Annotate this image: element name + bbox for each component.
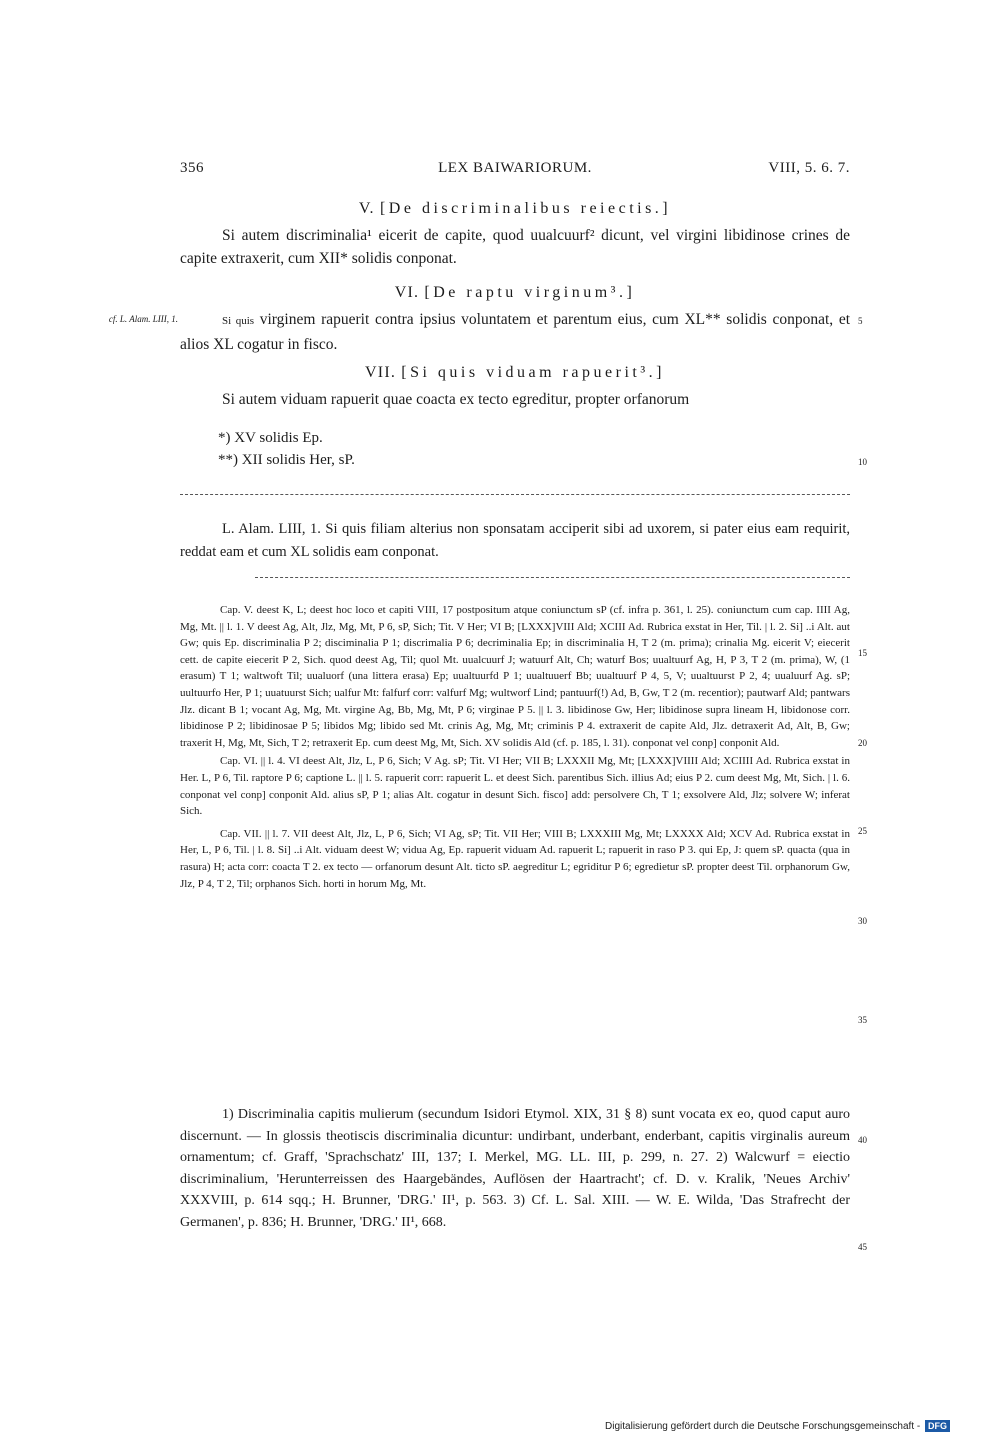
chapter-body-start: Si quis	[222, 315, 255, 327]
chapter-body: Si autem viduam rapuerit quae coacta ex tecto egreditur, propter orfanorum	[222, 391, 690, 408]
line-number: 5	[858, 316, 863, 326]
chapter-number: VII.	[365, 364, 397, 381]
chapter-text-vii	[180, 388, 850, 411]
margin-note: cf. L. Alam. LIII, 1.	[108, 314, 178, 324]
chapter-rubric: [Si quis viduam rapuerit³.]	[401, 364, 665, 381]
chapter-text-vi	[180, 308, 850, 356]
parallel-text	[180, 518, 850, 564]
chapter-text-v	[180, 224, 850, 270]
running-header	[180, 160, 850, 184]
divider	[180, 494, 850, 496]
dfg-logo: DFG	[925, 1420, 950, 1432]
section-reference: VIII, 5. 6. 7.	[768, 160, 850, 176]
line-number: 40	[858, 1135, 867, 1145]
line-number: 10	[858, 457, 867, 467]
digitization-credit	[605, 1420, 950, 1432]
chapter-number: VI.	[394, 284, 420, 301]
note-paragraph: 1) Discriminalia capitis mulierum (secundum Isidori Etymol. XIX, 31 § 8) sunt vocata ex eo, quod caput auro discernunt. — In glossis theotiscis discriminalia dicuntur: undirbant, underbant, enderbant, capitis virginalis aureum ornamentum; cf. Graff, 'Sprachschatz' III, 137; I. Merkel, MG. LL. III, p. 299, n. 27. 2) Walcwurf = eiectio discriminalium, 'Herunterreissen des Haargebändes, Auflösen der Haartracht'; cf. D. v. Kralik, 'Neues Archiv' XXXVIII, p. 614 sqq.; H. Brunner, 'DRG.' II¹, p. 563. 3) Cf. L. Sal. XIII. — W. E. Wilda, 'Das Strafrecht der Germanen', p. 836; H. Brunner, 'DRG.' II¹, 668.	[180, 1107, 850, 1230]
chapter-rubric: [De raptu virginum³.]	[424, 284, 636, 301]
apparatus-paragraph: Cap. VII. || l. 7. VII deest Alt, Jlz, L, P 6, Sich; VI Ag, sP; Tit. VII Her; VIII B; LXXXIII Mg, Mt; LXXXX Ald; XCV Ad. Rubrica exstat in Her, L, P 6, Til. | l. 8. Si] ..i Alt. viduam deest W; vidua Ag, Ep. rapuerit viduam Ad. rapuerit L; rapuerit in raso P 3. qui Ep, J: quem sP. quacta (qua in rasura) H; acta corr: coacta T 2. ex tecto — orfanorum desunt Alt. ticto sP. aegreditur L; egriditur P 6; egredietur sP. propter deest Til. orphanorum Gw, Jlz, P 4, T 2, Til; orphanos Sich. horti in horum Mg, Mt.	[180, 827, 850, 890]
line-number: 25	[858, 826, 867, 836]
line-number: 20	[858, 738, 867, 748]
variant-footnote: *) XV solidis Ep.	[218, 430, 323, 446]
apparatus-paragraph: Cap. V. deest K, L; deest hoc loco et capiti VIII, 17 postpositum atque coniunctum sP (cf. infra p. 361, l. 25). coniunctum cum cap. IIII Ag, Mg, Mt. || l. 1. V deest Ag, Alt, Jlz, Mg, Mt, P 6, sP, Sich; Tit. V Her; VI B; [LXXX]VIII Ald; XCIII Ad. Rubrica exstat in Her, Til. | l. 2. Si] ..i Alt. aut Gw; quis Ep. discriminalia P 2; disciminalia P 1; discrimalia P 6; decriminalia Ep; in discriminalia H, T 2 (m. prima); crinalia Mg. eicerit V; eiecerit cett. de capite eiecerit P 2, Sich. quod deest Ag, Til; quol Mt. uualcuurf J; watuurf Alt, Ch; waturf Bos; uualtuurf Ag, H, P 3, T 2 (m. prima), W, (1 erasum) T 1; waltwoft Til; uualuorf (una littera erasa) Ep; uualtuurfd P 1; uualtuuerf Bb; uualtuurf P 4, 5, V; uualtuurst P 2, 4; uualuurf Ag. sP; uultuurfo Her, P 1; uuatuurst Sich; ualfur Mt: falfurf corr: valfurf Mg; wultworf Lind; pantuurf(!) Ad, B, Gw, T 2 (m. recentior); pautwarf Ald; pantwars Jlz. dicant B 1; vocant Ag, Mg, Mt. virgine Ag, Bb, Mg, Mt, P 6; virginae P 5. || l. 3. libidinose Gw, Her; libidinose supra lineam H, libidonose corr. libidinose P 2; libidinosae P 5; libidos Mg; libido sed Mt. crinis Ag, Mg, Mt; criminis P 4. extraxerit de capite Ald, Jlz. detraxerit Ad, Alt, B, Gw; traxerit H, Mg, Mt, Sich, T 2; retraxerit Ep. cum deest Mg, Mt, Sich. XV solidis Ald (cf. p. 185, l. 31). conponat vel conp] conponit Ald.	[180, 604, 850, 749]
apparatus-paragraph: Cap. VI. || l. 4. VI deest Alt, Jlz, L, P 6, Sich; V Ag. sP; Tit. VI Her; VII B; LXXXII Mg, Mt; [LXXX]VIIII Ald; XCIIII Ad. Rubrica exstat in Her. L, P 6, Til. raptore P 6; captione L. || l. 5. rapuerit corr: rapuerit L. et deest Sich. parentibus Sich. illius Ad; eius P 2. cum deest Mg, Mt, Sich. | l. 6. conponat vel conp] conponit Ald. alius sP, P 1; alias Alt. cogatur in desunt Sich. fisco] add: persolvere Ch, T 1; exsolvere Ald, Jlz; solvere W; inferat Sich.	[180, 755, 850, 818]
divider	[255, 577, 850, 579]
line-number: 30	[858, 916, 867, 926]
page-number: 356	[180, 160, 204, 176]
parallel-text-body: L. Alam. LIII, 1. Si quis filiam alterius non sponsatam acciperit sibi ad uxorem, si pater eius eam requirit, reddat eam et cum XL solidis eam conponat.	[180, 521, 850, 560]
line-number: 45	[858, 1242, 867, 1252]
chapter-body: virginem rapuerit contra ipsius voluntatem et parentum eius, cum XL** solidis conponat, et alios XL cogatur in fisco.	[180, 311, 851, 353]
chapter-title-v	[180, 200, 850, 218]
explanatory-notes	[180, 1104, 850, 1234]
critical-apparatus	[180, 602, 850, 892]
running-title: LEX BAIWARIORUM.	[438, 160, 592, 176]
chapter-body: Si autem discriminalia¹ eicerit de capite, quod uualcuurf² dicunt, vel virgini libidinose crines de capite extraxerit, cum XII* solidis conponat.	[180, 227, 850, 267]
chapter-rubric: [De discriminalibus reiectis.]	[379, 200, 672, 217]
chapter-title-vii	[180, 364, 850, 382]
line-number: 15	[858, 648, 867, 658]
chapter-title-vi	[180, 284, 850, 302]
variant-footnote: **) XII solidis Her, sP.	[218, 452, 355, 468]
line-number: 35	[858, 1015, 867, 1025]
chapter-number: V.	[358, 200, 375, 217]
credit-text: Digitalisierung gefördert durch die Deutsche Forschungsgemeinschaft -	[605, 1421, 921, 1432]
